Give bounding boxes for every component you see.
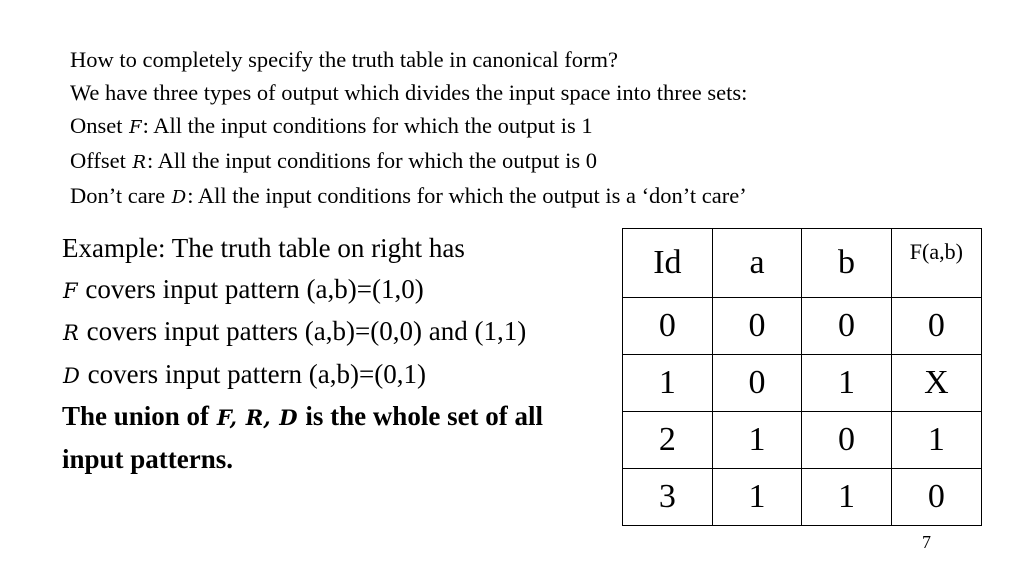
example-r-text: covers input patters (a,b)=(0,0) and (1,1) (79, 316, 527, 346)
intro-text (70, 43, 1010, 214)
dontcare-label: Don’t care (70, 183, 166, 208)
cell-f: X (891, 355, 981, 412)
cell-b: 1 (802, 355, 892, 412)
example-f-symbol: F (63, 277, 78, 303)
example-d-text: covers input pattern (a,b)=(0,1) (80, 358, 426, 389)
cell-id: 0 (623, 298, 713, 355)
union-r-symbol: R, (245, 405, 271, 430)
union-d-symbol: D (279, 405, 298, 430)
offset-label: Offset (70, 148, 126, 173)
dontcare-definition (70, 179, 1010, 214)
truth-table (622, 228, 982, 526)
dontcare-description: : All the input conditions for which the output is a ‘don’t care’ (187, 183, 747, 208)
example-union-statement (62, 396, 592, 479)
header-b: b (802, 229, 892, 298)
example-d-line (62, 354, 592, 397)
cell-a: 0 (712, 355, 802, 412)
cell-id: 2 (623, 412, 713, 469)
example-r-symbol: R (63, 320, 79, 345)
table-row (623, 469, 982, 526)
union-suffix: is the whole set of all input patterns. (62, 401, 544, 474)
cell-b: 1 (802, 469, 892, 526)
offset-definition (70, 144, 1010, 179)
truth-table-body (623, 298, 982, 526)
cell-id: 3 (623, 469, 713, 526)
example-text (62, 228, 592, 479)
header-id: Id (623, 229, 713, 298)
onset-definition (70, 109, 1010, 144)
example-f-line (62, 269, 592, 312)
cell-a: 1 (712, 412, 802, 469)
union-prefix: The union of (62, 401, 216, 431)
table-row (623, 298, 982, 355)
example-d-symbol: D (63, 362, 80, 388)
union-f-symbol: F, (216, 405, 237, 430)
example-r-line (62, 311, 592, 354)
offset-symbol: R (132, 152, 147, 173)
cell-f: 1 (891, 412, 981, 469)
cell-a: 0 (712, 298, 802, 355)
truth-table-header-row (623, 229, 982, 298)
example-intro: Example: The truth table on right has (62, 233, 465, 263)
table-row (623, 355, 982, 412)
intro-question: How to completely specify the truth table in canonical form? (70, 47, 618, 72)
offset-description: : All the input conditions for which the output is 0 (147, 148, 597, 173)
example-f-text: covers input pattern (a,b)=(1,0) (78, 273, 424, 304)
header-f: F(a,b) (891, 229, 981, 298)
onset-label: Onset (70, 113, 123, 138)
cell-id: 1 (623, 355, 713, 412)
cell-f: 0 (891, 298, 981, 355)
onset-symbol: F (129, 117, 142, 138)
header-a: a (712, 229, 802, 298)
cell-b: 0 (802, 298, 892, 355)
page-number: 7 (922, 532, 931, 552)
cell-a: 1 (712, 469, 802, 526)
intro-sets-statement: We have three types of output which divides the input space into three sets: (70, 80, 748, 105)
onset-description: : All the input conditions for which the output is 1 (142, 113, 593, 138)
table-row (623, 412, 982, 469)
cell-b: 0 (802, 412, 892, 469)
cell-f: 0 (891, 469, 981, 526)
truth-table-head (623, 229, 982, 298)
dontcare-symbol: D (171, 187, 187, 208)
